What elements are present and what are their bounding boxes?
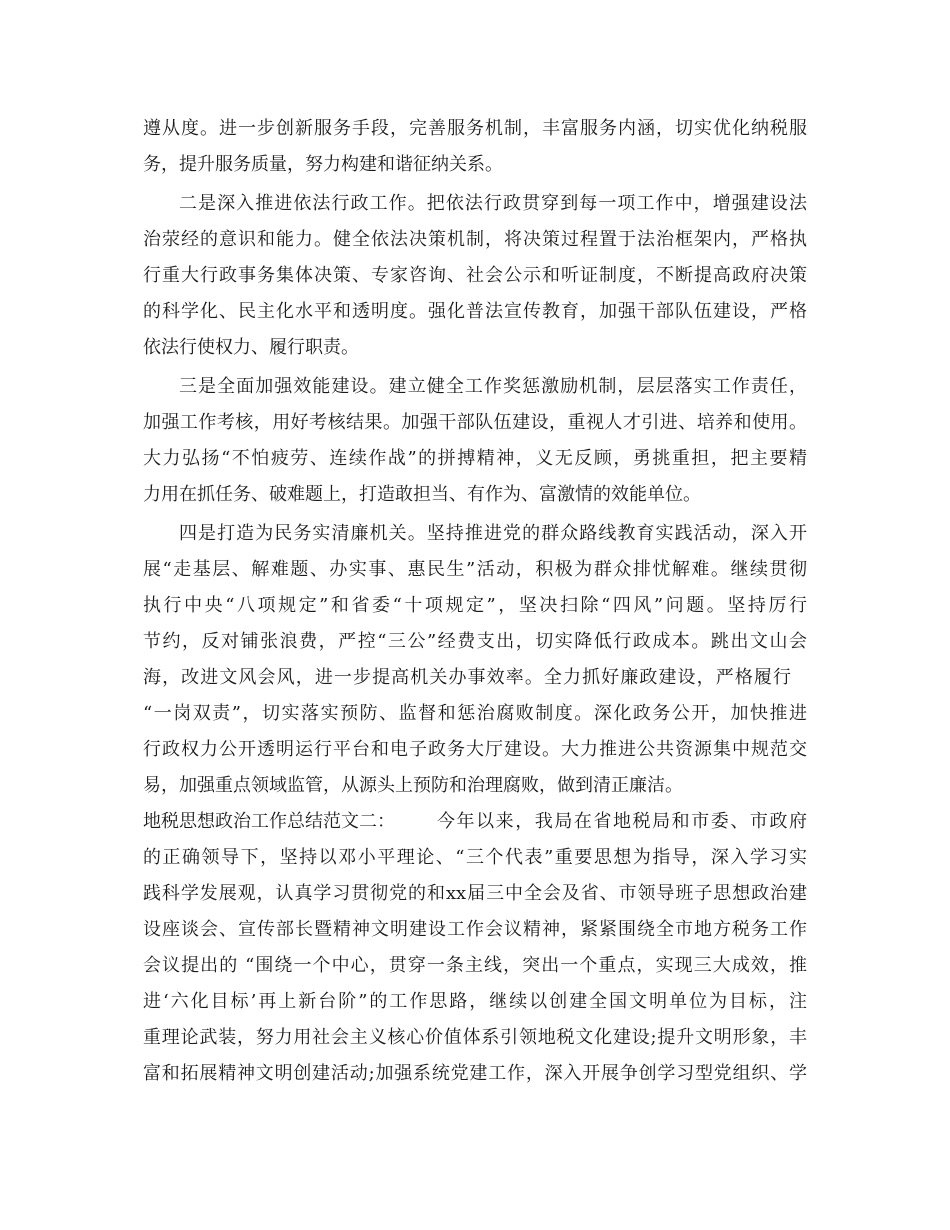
paragraph-line: 执行中央“八项规定”和省委“十项规定”，坚决扫除“四风”问题。坚持厉行 [143, 595, 807, 616]
paragraph-line: 四是打造为民务实清廉机关。坚持推进党的群众路线教育实践活动，深入开 [179, 523, 807, 544]
paragraph-line: 行重大行政事务集体决策、专家咨询、社会公示和听证制度，不断提高政府决策 [143, 265, 807, 286]
paragraph-line: 行政权力公开透明运行平台和电子政务大厅建设。大力推进公共资源集中规范交 [143, 739, 807, 760]
paragraph-line: 大力弘扬“不怕疲劳、连续作战”的拼搏精神，义无反顾，勇挑重担，把主要精 [143, 448, 807, 469]
paragraph-line: 力用在抓任务、破难题上，打造敢担当、有作为、富激情的效能单位。 [143, 484, 701, 505]
paragraph-line: 的科学化、民主化水平和透明度。强化普法宣传教育，加强干部队伍建设，严格 [143, 301, 807, 322]
paragraph-line: 治荥经的意识和能力。健全依法决策机制，将决策过程置于法治框架内，严格执 [143, 229, 807, 250]
section-heading-line [143, 804, 807, 840]
paragraph-line: 依法行使权力、履行职责。 [143, 337, 359, 358]
paragraph-line: 设座谈会、宣传部长暨精神文明建设工作会议精神，紧紧围绕全市地方税务工作 [143, 919, 807, 940]
paragraph-line: 遵从度。进一步创新服务手段，完善服务机制，丰富服务内涵，切实优化纳税服 [143, 118, 807, 139]
paragraph-line: 易，加强重点领域监管，从源头上预防和治理腐败，做到清正廉洁。 [143, 775, 683, 796]
paragraph-line: 重理论武装，努力用社会主义核心价值体系引领地税文化建设;提升文明形象，丰 [143, 1027, 807, 1048]
paragraph-line: 今年以来，我局在省地税局和市委、市政府 [437, 811, 807, 832]
paragraph-line: 进‘六化目标’再上新台阶”的工作思路，继续以创建全国文明单位为目标，注 [143, 991, 807, 1012]
paragraph-line: 会议提出的 “围绕一个中心，贯穿一条主线，突出一个重点，实现三大成效，推 [143, 955, 807, 976]
paragraph-line: 海，改进文风会风，进一步提高机关办事效率。全力抓好廉政建设，严格履行 [143, 667, 791, 688]
paragraph-line: 践科学发展观，认真学习贯彻党的和xx届三中全会及省、市领导班子思想政治建 [143, 883, 807, 904]
paragraph-line: 三是全面加强效能建设。建立健全工作奖惩激励机制，层层落实工作责任， [179, 376, 807, 397]
paragraph-line: 富和拓展精神文明创建活动;加强系统党建工作，深入开展争创学习型党组织、学 [143, 1063, 807, 1084]
paragraph-line: 二是深入推进依法行政工作。把依法行政贯穿到每一项工作中，增强建设法 [179, 193, 807, 214]
paragraph-line: 务，提升服务质量，努力构建和谐征纳关系。 [143, 154, 503, 175]
section-heading: 地税思想政治工作总结范文二： [143, 811, 395, 832]
paragraph-line: 节约，反对铺张浪费，严控“三公”经费支出，切实降低行政成本。跳出文山会 [143, 631, 807, 652]
paragraph-line: “一岗双责”，切实落实预防、监督和惩治腐败制度。深化政务公开，加快推进 [143, 703, 807, 724]
paragraph-line: 加强工作考核，用好考核结果。加强干部队伍建设，重视人才引进、培养和使用。 [143, 412, 807, 433]
paragraph-line: 的正确领导下，坚持以邓小平理论、“三个代表”重要思想为指导，深入学习实 [143, 847, 807, 868]
paragraph-line: 展“走基层、解难题、办实事、惠民生”活动，积极为群众排忧解难。继续贯彻 [143, 559, 807, 580]
